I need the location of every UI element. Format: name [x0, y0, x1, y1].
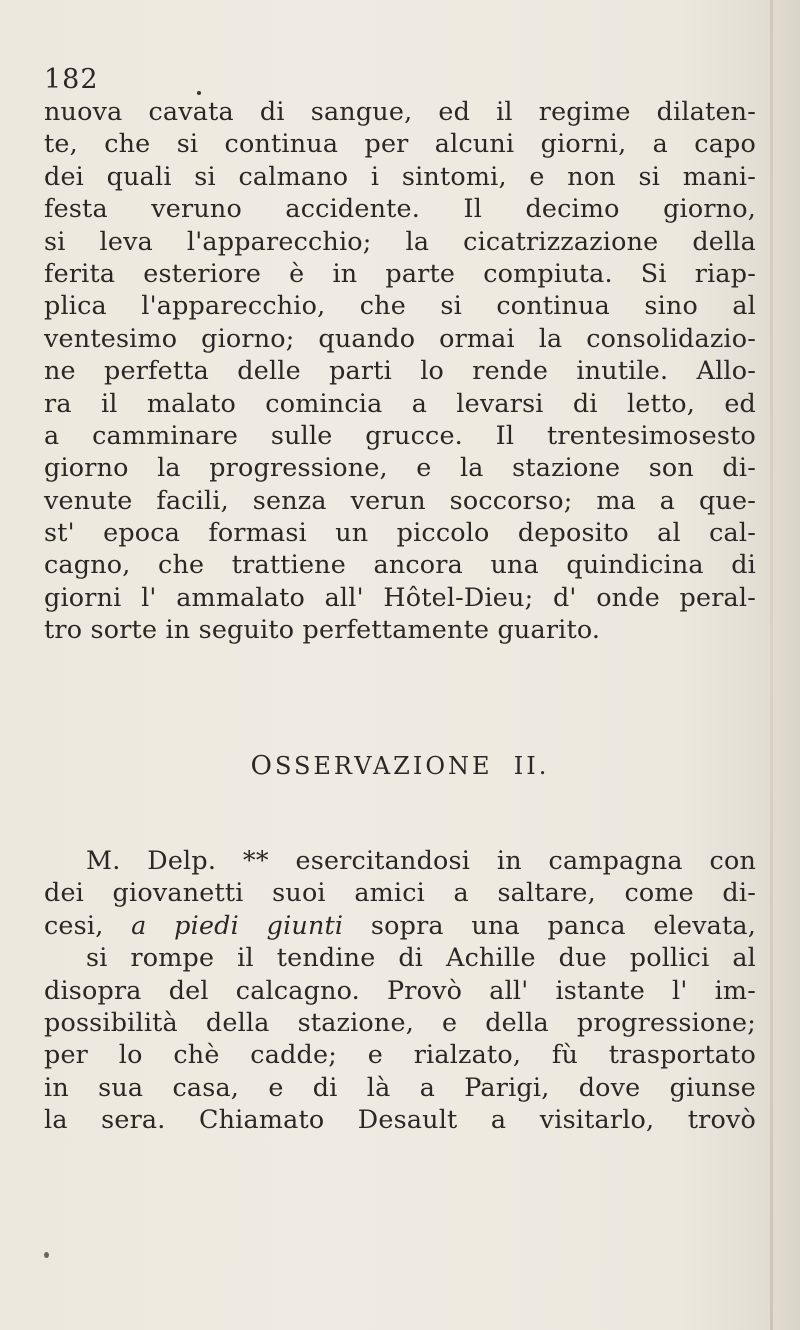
heading-rest: SSERVAZIONE — [274, 752, 493, 780]
text-line: dei giovanetti suoi amici a saltare, come di- — [44, 877, 756, 908]
page-number: 182 — [44, 64, 99, 95]
text-line: si leva l'apparecchio; la cicatrizzazione della — [44, 225, 756, 256]
text-line: si rompe il tendine di Achille due pollici al — [86, 942, 756, 973]
text-run: cesi, — [44, 909, 132, 940]
text-line: ra il malato comincia a levarsi di letto, ed — [44, 387, 756, 418]
text-line: M. Delp. ** esercitandosi in campagna con — [86, 845, 756, 875]
italic-phrase: a piedi giunti — [131, 909, 344, 940]
text-line: cagno, che trattiene ancora una quindicina di — [44, 549, 756, 580]
text-line: in sua casa, e di là a Parigi, dove giunse — [44, 1071, 756, 1102]
text-line: tro sorte in seguito perfettamente guarito. — [44, 614, 601, 645]
text-line: disopra del calcagno. Provò all' istante l' im- — [44, 974, 756, 1005]
text-line: la sera. Chiamato Desault a visitarlo, trovò — [44, 1104, 756, 1135]
page-edge — [770, 0, 773, 1330]
text-line: nuova cavata di sangue, ed il regime dilaten- — [44, 96, 756, 126]
text-line: st' epoca formasi un piccolo deposito al cal- — [44, 517, 756, 548]
heading-number: II. — [513, 752, 550, 780]
text-line: te, che si continua per alcuni giorni, a capo — [44, 128, 756, 159]
text-line: venute facili, senza verun soccorso; ma a que- — [44, 484, 756, 515]
text-line: per lo chè cadde; e rialzato, fù trasportato — [44, 1039, 756, 1070]
section-heading — [0, 753, 800, 779]
text-line: festa veruno accidente. Il decimo giorno, — [44, 193, 756, 224]
text-line: a camminare sulle grucce. Il trentesimosesto — [44, 419, 756, 450]
paragraph-2 — [44, 844, 756, 1136]
ink-speck — [44, 1252, 49, 1258]
text-run: sopra una panca elevata, — [343, 909, 756, 940]
text-line: giorni l' ammalato all' Hôtel-Dieu; d' onde peral- — [44, 581, 756, 612]
text-line: possibilità della stazione, e della progressione; — [44, 1006, 756, 1037]
text-line: ne perfetta delle parti lo rende inutile. Allo- — [44, 355, 756, 386]
paragraph-1 — [44, 95, 756, 646]
text-line: giorno la progressione, e la stazione son di- — [44, 452, 756, 483]
text-line: ventesimo giorno; quando ormai la consolidazio- — [44, 322, 756, 353]
text-line — [44, 909, 756, 941]
text-line: dei quali si calmano i sintomi, e non si mani- — [44, 160, 756, 191]
text-line: plica l'apparecchio, che si continua sino al — [44, 290, 756, 321]
text-line: ferita esteriore è in parte compiuta. Si riap- — [44, 257, 756, 288]
heading-initial: O — [250, 751, 275, 781]
